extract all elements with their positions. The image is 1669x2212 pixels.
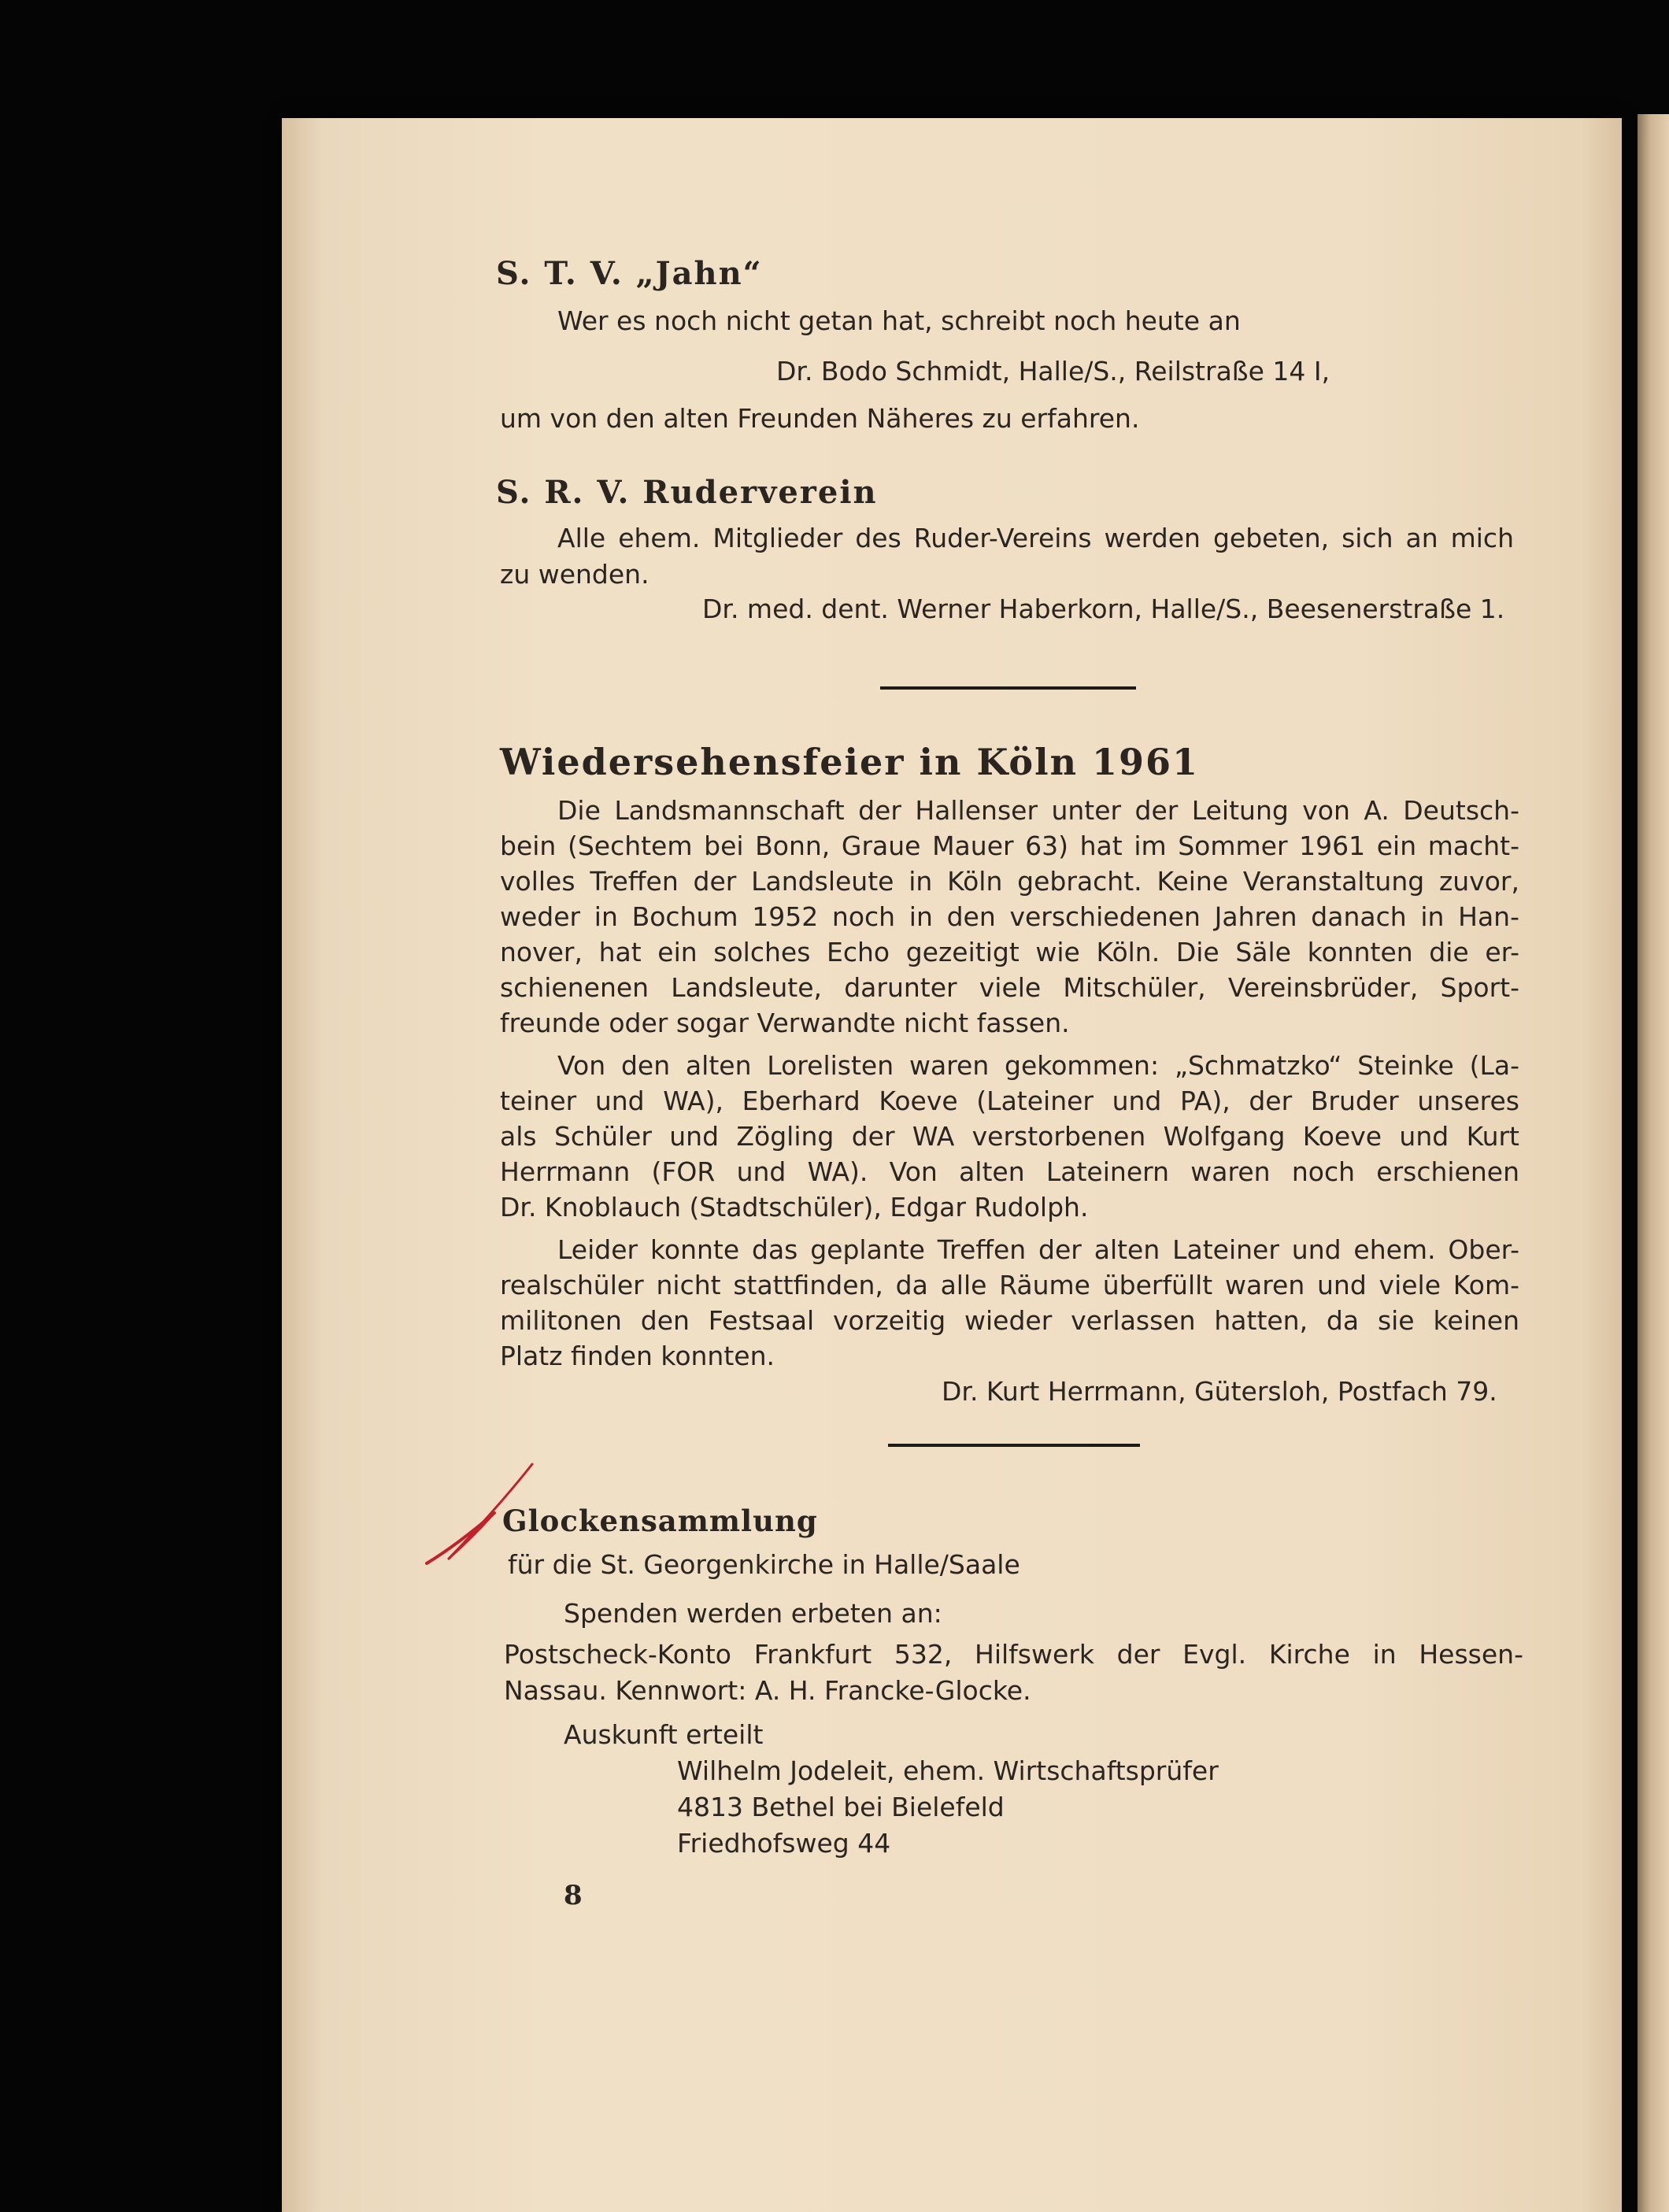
stv-text-line-1: Wer es noch nicht getan hat, schreibt noch heute an xyxy=(557,305,1241,336)
koeln-paragraph-line: als Schüler und Zögling der WA verstorbenen Wolfgang Koeve und Kurt xyxy=(500,1121,1519,1152)
glocken-text-line: Postscheck-Konto Frankfurt 532, Hilfswerk der Evgl. Kirche in Hessen- xyxy=(504,1639,1523,1670)
glocken-text-line: Nassau. Kennwort: A. H. Francke-Glocke. xyxy=(504,1675,1031,1706)
koeln-paragraph-line: Dr. Knoblauch (Stadtschüler), Edgar Rudolph. xyxy=(500,1192,1089,1223)
stv-text-line-2: um von den alten Freunden Näheres zu erfahren. xyxy=(500,403,1140,434)
stv-heading: S. T. V. „Jahn“ xyxy=(496,255,763,292)
koeln-paragraph-line: realschüler nicht stattfinden, da alle Räume überfüllt waren und viele Kom- xyxy=(500,1270,1519,1300)
srv-address: Dr. med. dent. Werner Haberkorn, Halle/S., Beesenerstraße 1. xyxy=(702,594,1505,624)
koeln-paragraph-line: bein (Sechtem bei Bonn, Graue Mauer 63) hat im Sommer 1961 ein macht- xyxy=(500,830,1519,861)
glocken-address-line: 4813 Bethel bei Bielefeld xyxy=(677,1792,1005,1822)
glocken-heading: Glockensammlung xyxy=(502,1504,818,1538)
koeln-paragraph-line: volles Treffen der Landsleute in Köln gebracht. Keine Veranstaltung zuvor, xyxy=(500,866,1519,897)
koeln-paragraph-line: schienenen Landsleute, darunter viele Mitschüler, Vereinsbrüder, Sport- xyxy=(500,972,1519,1003)
glocken-address-line: Friedhofsweg 44 xyxy=(677,1828,891,1859)
koeln-paragraph-line: Die Landsmannschaft der Hallenser unter der Leitung von A. Deutsch- xyxy=(557,795,1519,826)
glocken-text-line: Spenden werden erbeten an: xyxy=(564,1598,942,1629)
koeln-paragraph-line: Herrmann (FOR und WA). Von alten Lateinern waren noch erschienen xyxy=(500,1156,1519,1187)
glocken-subheading: für die St. Georgenkirche in Halle/Saale xyxy=(508,1549,1020,1580)
koeln-paragraph-line: militonen den Festsaal vorzeitig wieder verlassen hatten, da sie keinen xyxy=(500,1305,1519,1336)
koeln-paragraph-line: nover, hat ein solches Echo gezeitigt wie Köln. Die Säle konnten die er- xyxy=(500,937,1519,967)
srv-text-line-2: zu wenden. xyxy=(500,559,649,590)
page-number: 8 xyxy=(564,1880,583,1911)
section-divider xyxy=(888,1444,1140,1447)
koeln-paragraph-line: freunde oder sogar Verwandte nicht fassen. xyxy=(500,1008,1070,1038)
koeln-paragraph-line: Von den alten Lorelisten waren gekommen: „Schmatzko“ Steinke (La- xyxy=(557,1050,1519,1081)
glocken-text-line: Auskunft erteilt xyxy=(564,1719,764,1750)
adjacent-page-edge xyxy=(1638,114,1669,2212)
section-divider xyxy=(880,686,1136,690)
koeln-paragraph-line: Leider konnte das geplante Treffen der alten Lateiner und ehem. Ober- xyxy=(557,1234,1519,1265)
koeln-signature: Dr. Kurt Herrmann, Gütersloh, Postfach 79. xyxy=(942,1376,1497,1407)
koeln-paragraph-line: teiner und WA), Eberhard Koeve (Lateiner und PA), der Bruder unseres xyxy=(500,1086,1519,1116)
glocken-address-line: Wilhelm Jodeleit, ehem. Wirtschaftsprüfer xyxy=(677,1755,1219,1786)
koeln-paragraph-line: Platz finden konnten. xyxy=(500,1341,775,1371)
koeln-heading: Wiedersehensfeier in Köln 1961 xyxy=(500,741,1200,783)
stv-address: Dr. Bodo Schmidt, Halle/S., Reilstraße 14 I, xyxy=(776,356,1330,387)
srv-heading: S. R. V. Ruderverein xyxy=(496,474,878,511)
koeln-paragraph-line: weder in Bochum 1952 noch in den verschiedenen Jahren danach in Han- xyxy=(500,901,1519,932)
srv-text-line-1: Alle ehem. Mitglieder des Ruder-Vereins werden gebeten, sich an mich xyxy=(557,523,1514,553)
